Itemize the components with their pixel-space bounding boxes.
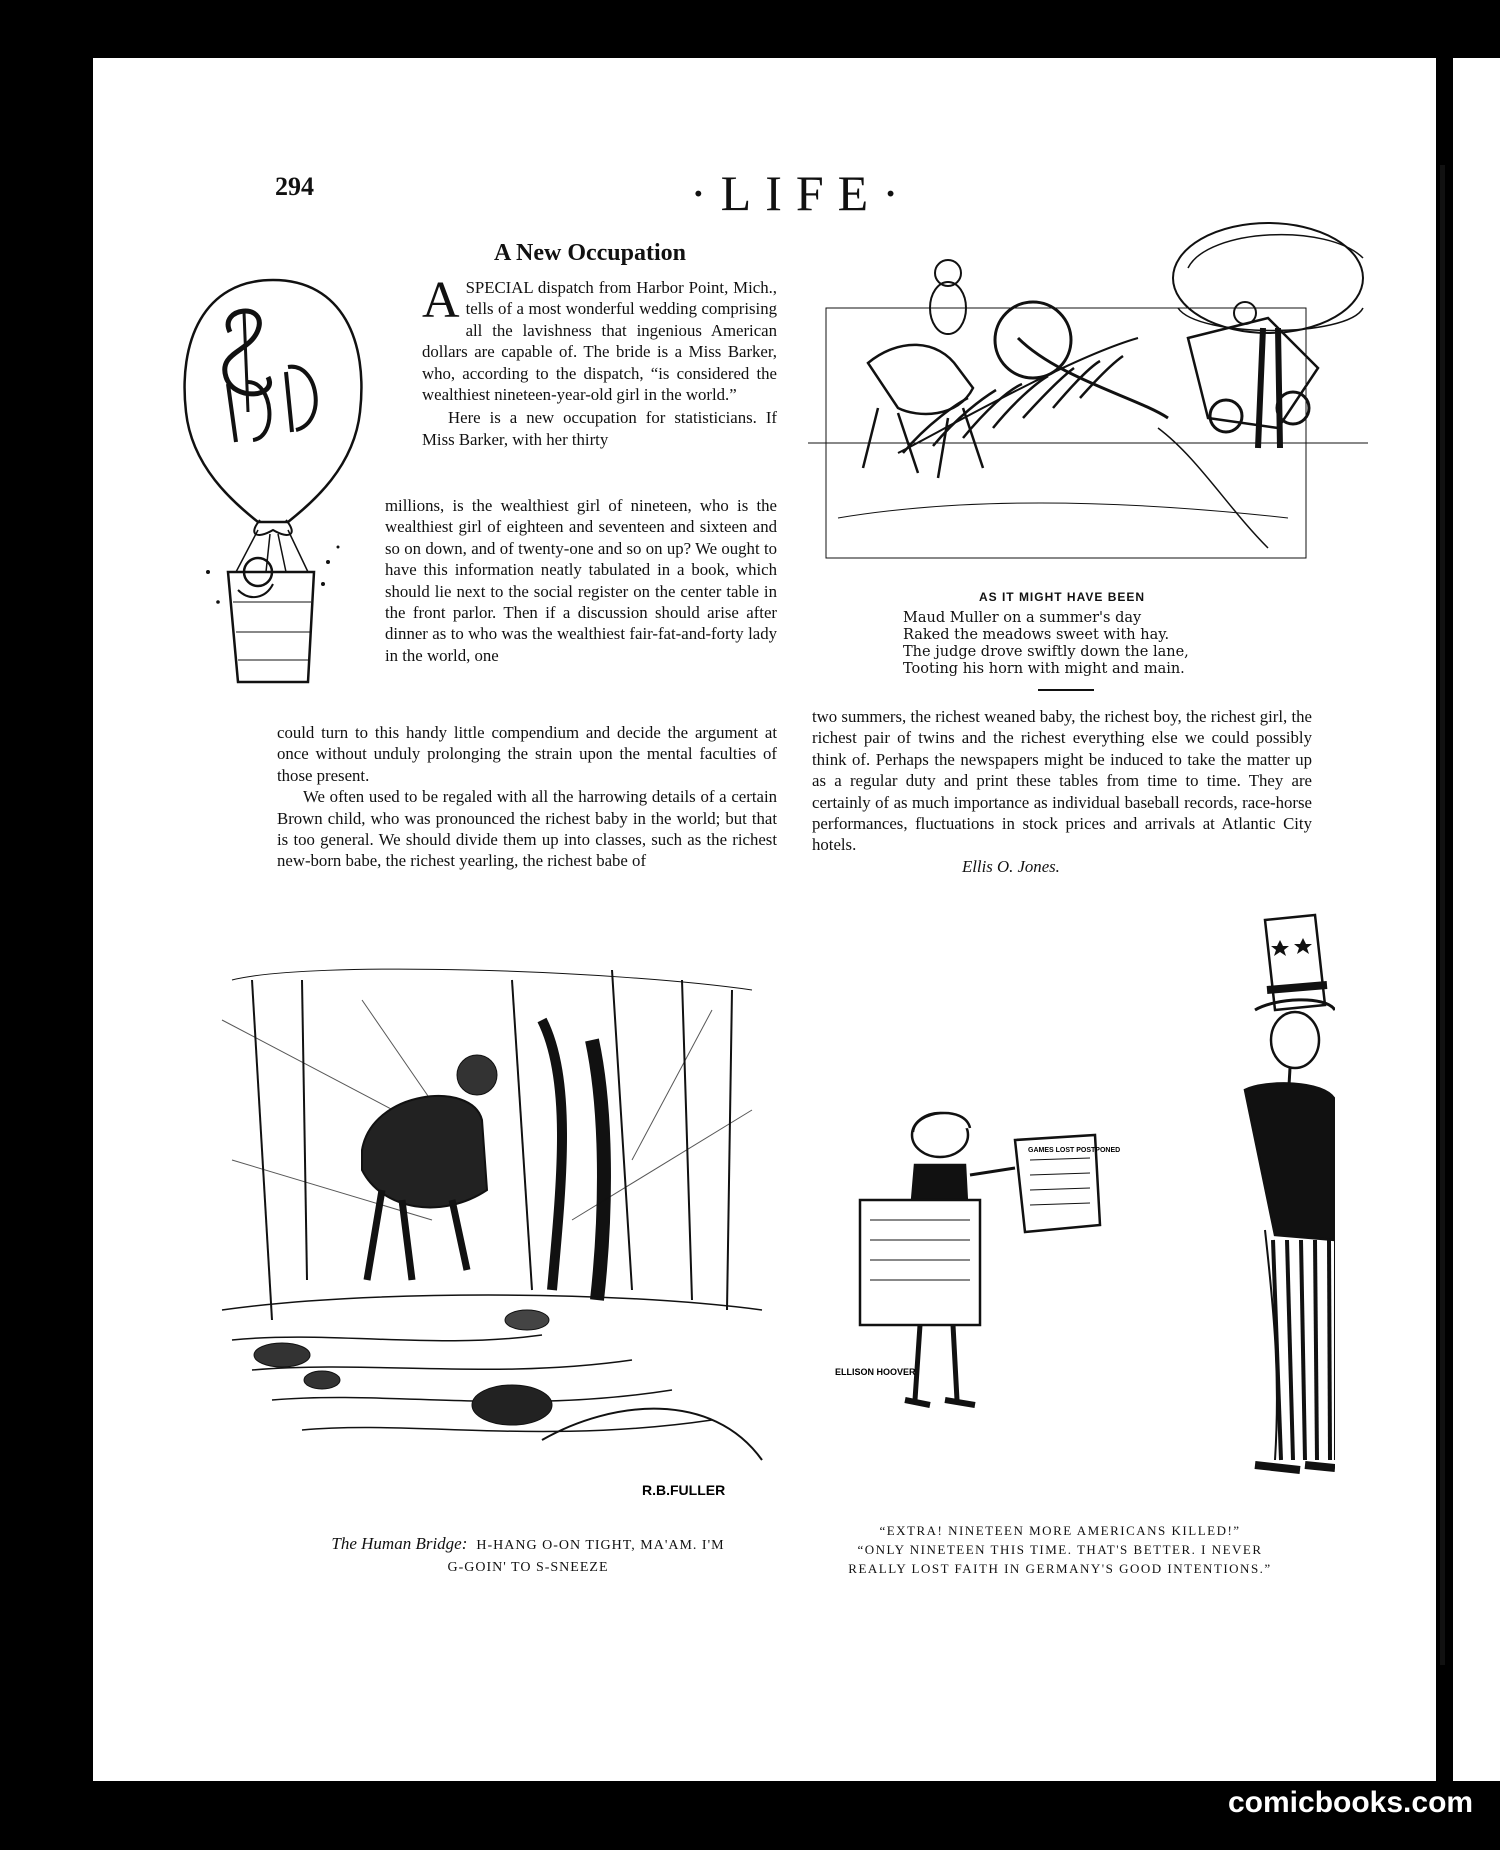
article-paragraph-2-end: could turn to this handy little compendium and decide the argument at once without unduly prolonging the strain upon the mental faculties of those present. We often used to be regaled with all the harrowing details of a certain Brown child, who was pronounced the richest baby in the world; but that is too general. We should divide them up into classes, such as the richest new-born babe, the richest yearling, the richest babe of (277, 723, 777, 871)
verse-line: Tooting his horn with might and main. (903, 661, 1185, 677)
newspaper-headline: GAMES LOST POSTPONED (1028, 1147, 1121, 1154)
top-cartoon-verse (903, 610, 1189, 678)
binding-line (1440, 165, 1445, 1665)
verse-line: The judge drove swiftly down the lane, (903, 644, 1189, 660)
top-cartoon-caption: AS IT MIGHT HAVE BEEN (978, 590, 1146, 604)
article-paragraph-2-start: Here is a new occupation for statisticians. If Miss Barker, with her thirty (422, 408, 777, 449)
article-title: A New Occupation (494, 240, 686, 266)
page-number: 294 (275, 172, 314, 201)
hay-rake-cartoon (808, 218, 1368, 578)
human-bridge-caption: The Human Bridge: H-HANG O-ON TIGHT, MA'AM. I'M G-GOIN' TO S-SNEEZE (331, 1534, 725, 1575)
artist-signature-hoover: ELLISON HOOVER (835, 1367, 916, 1377)
uncle-sam-caption: “EXTRA! NINETEEN MORE AMERICANS KILLED!” “ONLY NINETEEN THIS TIME. THAT'S BETTER. I NEVER REALLY LOST FAITH IN GERMANY'S GOOD INTENTIONS.” (848, 1523, 1272, 1576)
article-paragraph-2-middle: millions, is the wealthiest girl of nineteen, who is the wealthiest girl of eighteen and seventeen and sixteen and so on down, and of twenty-one and so on up? We ought to have this information neatly tabulated in a book, which should lie next to the social register on the center table in the front parlor. Then if a discussion should arise after dinner as to who was the wealthiest fair-fat-and-forty lady in the world, one (385, 496, 777, 665)
caption-title: The Human Bridge: (331, 1534, 468, 1553)
uncle-sam-cartoon (835, 900, 1335, 1500)
article-author: Ellis O. Jones. (962, 856, 1060, 876)
verse-line: Maud Muller on a summer's day (903, 610, 1142, 626)
section-divider (1038, 689, 1094, 691)
money-balloon-illustration (178, 272, 368, 712)
adjacent-page-edge (1453, 58, 1500, 1781)
artist-signature-fuller: R.B.FULLER (642, 1482, 726, 1498)
human-bridge-cartoon (212, 960, 772, 1520)
article-paragraph-3: We often used to be regaled with all the harrowing details of a certain Brown child, who was pronounced the richest baby in the world; but that is too general. We should divide them up into classes, such as the richest new-born babe, the richest yearling, the richest babe of (277, 787, 777, 871)
article-paragraph-1: A SPECIAL dispatch from Harbor Point, Mich., tells of a most wonderful wedding comprising all the lavishness that ingenious American dollars are capable of. The bride is a Miss Barker, who, according to the dispatch, “is considered the wealthiest nineteen-year-old girl in the world.” Here is a new occupation for statisticians. If Miss Barker, with her thirty (422, 272, 777, 449)
article-column-2: two summers, the richest weaned baby, the richest boy, the richest girl, the richest pair of twins and the richest everything else we could possibly think of. Perhaps the newspapers might be induced to take the matter up as a regular duty and print these tables from time to time. They are certainly of as much importance as individual baseball records, race-horse performances, fluctuations in stock prices and arrivals at Atlantic City hotels. Ellis O. Jones. (812, 707, 1312, 876)
masthead: ·LIFE· (690, 165, 913, 221)
verse-line: Raked the meadows sweet with hay. (903, 627, 1170, 643)
drop-cap: A (422, 272, 460, 329)
site-watermark: comicbooks.com (1228, 1786, 1474, 1819)
